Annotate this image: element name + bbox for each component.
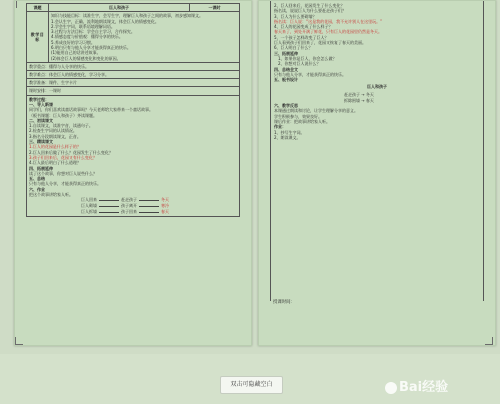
process-line: 三、精读课文 [29, 139, 53, 145]
content-line: 只有与他人分享，才能获得真正的快乐。 [274, 71, 346, 77]
content-line: 2、你想对巨人说什么？ [278, 61, 321, 67]
content-line: 4、巨人的花园变成了什么样子？ [274, 24, 333, 30]
process-line: 四、拓展延伸 [29, 165, 53, 171]
crop-mark [16, 0, 24, 8]
topic-label: 课题 [27, 4, 49, 12]
content-line: 五、板书设计 [274, 77, 298, 83]
content-line: 1、如果你是巨人，你会怎么做？ [278, 55, 337, 61]
struct-cell: 孩子离开 [121, 203, 137, 209]
goal-line: 知识与技能目标：读准生字，会写生字，理解巨人和孩子之间的故事，初步感知课文。 [51, 13, 203, 19]
table-row: 教学准备：课件、生字卡片 [27, 79, 240, 87]
content-line: 春天来了，到处开满了鲜花，只有巨人的花园里仍然是冬天。 [274, 29, 382, 35]
goal-line: 4.情感态度与价值观：懂得分享的快乐。 [51, 34, 123, 40]
crop-mark [485, 337, 493, 345]
process-line: 五、总结 [29, 176, 45, 182]
content-line: 指名读：巨人说：“这是我的花园，我不允许别人在这里玩。” [274, 18, 383, 24]
table-row: 教学难点：体会巨人的情感变化，学习分享。 [27, 71, 240, 79]
goal-line: 2.学会生字词，联系语境理解词语。 [51, 23, 115, 29]
content-line: 拆除围墙 → 春天 [344, 97, 374, 103]
process-line: 3.孩子们回来后，花园又有什么变化？ [29, 154, 97, 160]
content-line: 2、巨人回来后，花园发生了什么变化？ [274, 3, 345, 8]
continued-table [270, 1, 484, 301]
process-line: 2.检查生字词的认读情况。 [29, 128, 77, 134]
board-structure [81, 197, 237, 215]
process-line: 一、导入新课 [29, 101, 53, 107]
goal-line: 3.过程与方法目标：学会自主学习，合作探究。 [51, 29, 135, 35]
process-line: 1.自读课文，读准字音，读通句子。 [29, 123, 93, 129]
process-line: 4.巨人最后明白了什么道理？ [29, 160, 81, 166]
process-line: 1.巨人的花园是什么样子的？ [29, 144, 81, 150]
content-line: 2、朗读课文。 [274, 134, 301, 140]
struct-row [81, 209, 237, 215]
hide-whitespace-button[interactable]: 双击可隐藏空白 [220, 376, 283, 394]
process-line: 读了这个故事，你想对巨人说些什么？ [29, 170, 97, 176]
content-line: 巨人看到孩子们回来了，花园又恢复了春天的美丽。 [274, 40, 366, 46]
goal-line: (1)能用自己的话讲述故事。 [51, 50, 101, 56]
paw-icon [385, 382, 397, 394]
content-line: 学生积极参与，效果良好。 [274, 113, 322, 119]
document-page-right [258, 0, 496, 346]
struct-cell: 春天 [161, 209, 169, 215]
crop-mark [15, 337, 23, 345]
goal-line: (2)体会巨人的情感变化和变化的原因。 [51, 55, 121, 61]
goals-cell [49, 12, 240, 63]
struct-cell: 孩子回来 [121, 209, 137, 215]
watermark [385, 376, 448, 395]
content-line: 1、抄写生字词。 [274, 129, 305, 135]
struct-cell: 寒冷 [161, 203, 169, 209]
struct-cell: 冬天 [161, 197, 169, 203]
process-line: 2.巨人回来后做了什么？花园发生了什么变化？ [29, 149, 113, 155]
process-line: 3.指名分段朗读课文，正音。 [29, 133, 81, 139]
process-line: 六、作业 [29, 186, 45, 192]
content-line: 作业： [274, 124, 286, 130]
topic-title: 巨人和孩子 [49, 4, 190, 12]
content-line: 5、一个孩子怎样改变了巨人？ [274, 34, 329, 40]
goals-label: 教学目标 [27, 12, 49, 63]
content-line: 赶走孩子 → 冬天 [344, 92, 374, 98]
goal-line: 5.养成良好的学习习惯。 [51, 39, 95, 45]
process-cell [27, 95, 240, 217]
struct-cell: 巨人回来 [81, 197, 97, 203]
lesson-plan [26, 3, 240, 217]
watermark-text: Bai经验 [399, 380, 449, 395]
goal-line: 1.会认生字，正确、流利地朗读课文，体会巨人的情感变化。 [51, 18, 159, 24]
lesson-table [26, 3, 240, 217]
struct-cell: 赶走孩子 [121, 197, 137, 203]
content-line: 指名读，说说巨人为什么要赶走孩子们？ [274, 8, 346, 14]
process-line: 把这个故事讲给家人听。 [29, 192, 73, 198]
document-page-left [14, 0, 252, 346]
process-title: 教学过程： [29, 96, 49, 102]
period-label: 一课时 [190, 4, 240, 12]
signature-line: 授课时间： [273, 300, 295, 305]
goal-line: 6.明白只有与他人分享才能获得真正的快乐。 [51, 44, 131, 50]
content-line: 6、巨人明白了什么？ [274, 45, 313, 51]
process-line: 只有与他人分享，才能获得真正的快乐。 [29, 181, 101, 187]
content-line: 本课通过朗读和讨论，让学生理解分享的意义。 [274, 108, 358, 114]
process-line: （板书课题：巨人和孩子）齐读课题。 [29, 112, 97, 118]
table-row: 课时安排：一课时 [27, 87, 240, 95]
struct-cell: 巨人拆墙 [81, 209, 97, 215]
process-line: 二、初读课文 [29, 117, 53, 123]
process-line: 同学们，你们喜欢读童话故事吗？今天老师给大家带来一个童话故事。 [29, 107, 153, 113]
struct-cell: 巨人砌墙 [81, 203, 97, 209]
content-line: 3、巨人为什么要砌墙？ [274, 13, 317, 19]
content-line: 四、总结全文 [274, 66, 298, 72]
content-line: 课后作业：把故事讲给家人听。 [274, 118, 330, 124]
content-line: 三、拓展延伸 [274, 50, 298, 56]
table-row: 教学重点：懂得与人分享的快乐。 [27, 62, 240, 70]
board-title: 巨人和孩子 [367, 84, 387, 90]
content-line: 六、教学反思 [274, 103, 298, 109]
